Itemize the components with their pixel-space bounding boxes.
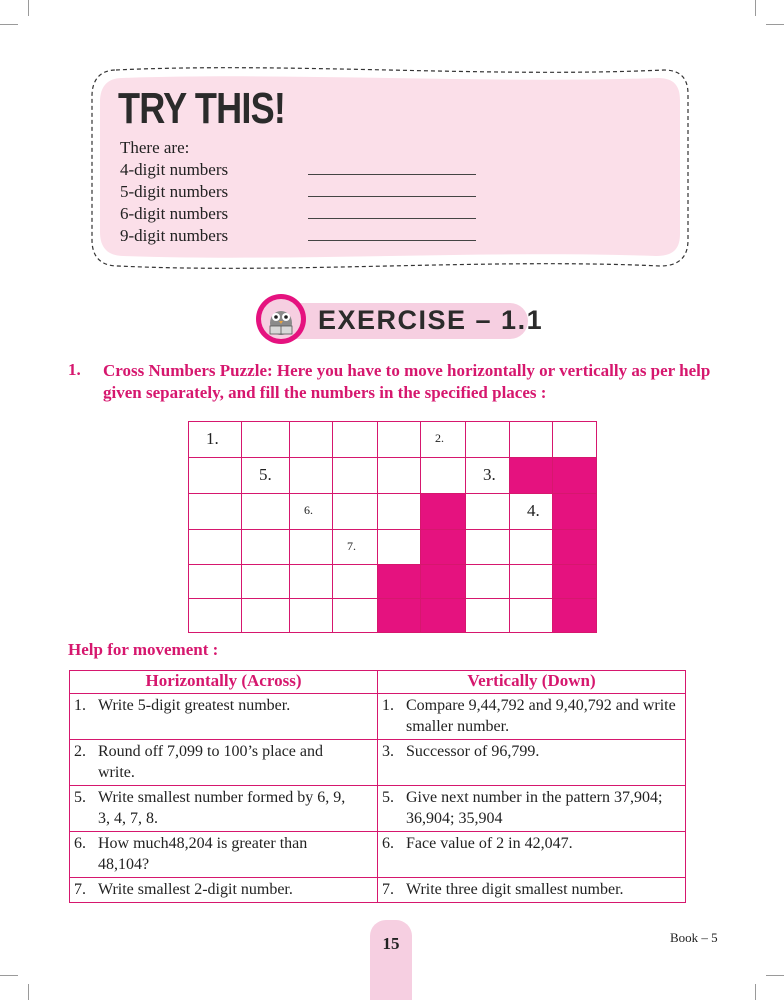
grid-cell[interactable] [332,598,378,633]
table-row [70,694,686,740]
help-title: Help for movement : [68,640,219,659]
grid-cell[interactable] [241,564,290,599]
grid-cell[interactable] [420,457,466,494]
grid-cell[interactable] [465,421,510,458]
try-row [120,204,480,226]
page-number: 15 [382,934,400,953]
grid-cell[interactable] [509,564,553,599]
book-label: Book – 5 [670,930,718,945]
across-clue [70,694,378,740]
grid-cell[interactable] [377,457,421,494]
clue-number: 5. [382,789,394,806]
clue-number: 7. [382,881,394,898]
grid-cell[interactable] [552,421,597,458]
clue-text: Successor of 96,799. [406,743,540,760]
crop-mark [28,984,29,1000]
grid-cell[interactable] [289,457,333,494]
table-row [70,832,686,878]
table-row [70,740,686,786]
grid-cell[interactable] [188,457,242,494]
crop-mark [0,24,18,25]
down-clue [378,740,686,786]
clue-number: 6. [74,835,86,852]
owl-reader-icon [255,293,307,345]
grid-cell-shaded [420,529,466,565]
grid-cell-shaded [420,598,466,633]
try-this-intro: There are: [120,138,190,157]
cross-numbers-grid [188,421,596,632]
grid-cell[interactable] [289,529,333,565]
grid-clue-number: 5. [259,465,272,484]
grid-cell[interactable] [332,457,378,494]
grid-cell-shaded [552,493,597,530]
grid-cell[interactable] [465,493,510,530]
grid-cell[interactable] [509,421,553,458]
grid-cell-shaded [552,564,597,599]
table-row [70,786,686,832]
grid-cell[interactable] [188,564,242,599]
grid-cell[interactable] [509,529,553,565]
clue-number: 2. [74,743,86,760]
grid-cell[interactable] [188,598,242,633]
try-row [120,182,480,204]
crop-mark [755,984,756,1000]
grid-cell[interactable] [188,493,242,530]
try-row [120,226,480,248]
answer-blank[interactable] [308,174,476,175]
grid-cell[interactable] [188,529,242,565]
across-clue [70,832,378,878]
clue-text: Write smallest 2-digit number. [98,881,293,898]
grid-cell[interactable] [377,493,421,530]
grid-cell[interactable] [509,598,553,633]
try-row-label: 6-digit numbers [120,204,229,223]
grid-cell[interactable] [289,598,333,633]
grid-cell-shaded [509,457,553,494]
grid-cell[interactable] [465,598,510,633]
clue-number: 7. [74,881,86,898]
down-header: Vertically (Down) [378,671,686,694]
grid-cell[interactable] [289,421,333,458]
crop-mark [755,0,756,16]
clue-number: 1. [74,697,86,714]
clue-number: 1. [382,697,394,714]
page-number-tab [370,920,412,1000]
grid-cell-shaded [420,493,466,530]
grid-cell[interactable] [377,529,421,565]
grid-cell-shaded [377,598,421,633]
grid-clue-number: 1. [206,429,219,448]
answer-blank[interactable] [308,196,476,197]
down-clue [378,878,686,903]
crop-mark [0,975,18,976]
clue-text: Write smallest number formed by 6, 9, 3, 4, 7, 8. [98,789,346,827]
answer-blank[interactable] [308,240,476,241]
crop-mark [28,0,29,16]
clue-number: 3. [382,743,394,760]
grid-cell[interactable] [241,529,290,565]
across-clue [70,786,378,832]
crop-mark [766,975,784,976]
clue-text: Round off 7,099 to 100’s place and write. [98,743,324,781]
try-row-label: 4-digit numbers [120,160,229,179]
grid-clue-number: 7. [347,539,356,553]
down-clue [378,786,686,832]
try-row-label: 5-digit numbers [120,182,229,201]
clue-text: Compare 9,44,792 and 9,40,792 and write smaller number. [406,697,676,735]
question-text: Cross Numbers Puzzle: Here you have to move horizontally or vertically as per help given separately, and fill the numbers in the specified places : [103,361,711,402]
exercise-title: EXERCISE – 1.1 [318,305,544,335]
help-table [69,670,686,903]
grid-cell[interactable] [241,493,290,530]
down-clue [378,694,686,740]
grid-cell[interactable] [332,493,378,530]
try-row-label: 9-digit numbers [120,226,229,245]
clue-text: Face value of 2 in 42,047. [406,835,573,852]
grid-cell[interactable] [332,421,378,458]
clue-text: Write three digit smallest number. [406,881,624,898]
grid-cell[interactable] [465,564,510,599]
grid-clue-number: 2. [435,431,444,445]
crop-mark [766,24,784,25]
clue-number: 5. [74,789,86,806]
question-number: 1. [68,360,81,379]
grid-cell-shaded [552,529,597,565]
across-clue [70,878,378,903]
clue-text: Write 5-digit greatest number. [98,697,291,714]
across-header: Horizontally (Across) [70,671,378,694]
grid-cell[interactable] [377,421,421,458]
grid-clue-number: 3. [483,465,496,484]
grid-cell-shaded [552,457,597,494]
clue-text: How much48,204 is greater than 48,104? [98,835,308,873]
try-row [120,160,480,182]
try-this-title: TRY THIS! [118,84,286,133]
down-clue [378,832,686,878]
grid-cell-shaded [420,564,466,599]
grid-cell[interactable] [241,598,290,633]
grid-cell[interactable] [241,421,290,458]
clue-number: 6. [382,835,394,852]
help-table-header [70,671,686,694]
table-row [70,878,686,903]
grid-cell[interactable] [332,564,378,599]
grid-clue-number: 4. [527,501,540,520]
grid-cell-shaded [377,564,421,599]
grid-cell[interactable] [289,564,333,599]
answer-blank[interactable] [308,218,476,219]
clue-text: Give next number in the pattern 37,904; 36,904; 35,904 [406,789,663,827]
grid-clue-number: 6. [304,503,313,517]
grid-cell-shaded [552,598,597,633]
grid-cell[interactable] [465,529,510,565]
across-clue [70,740,378,786]
